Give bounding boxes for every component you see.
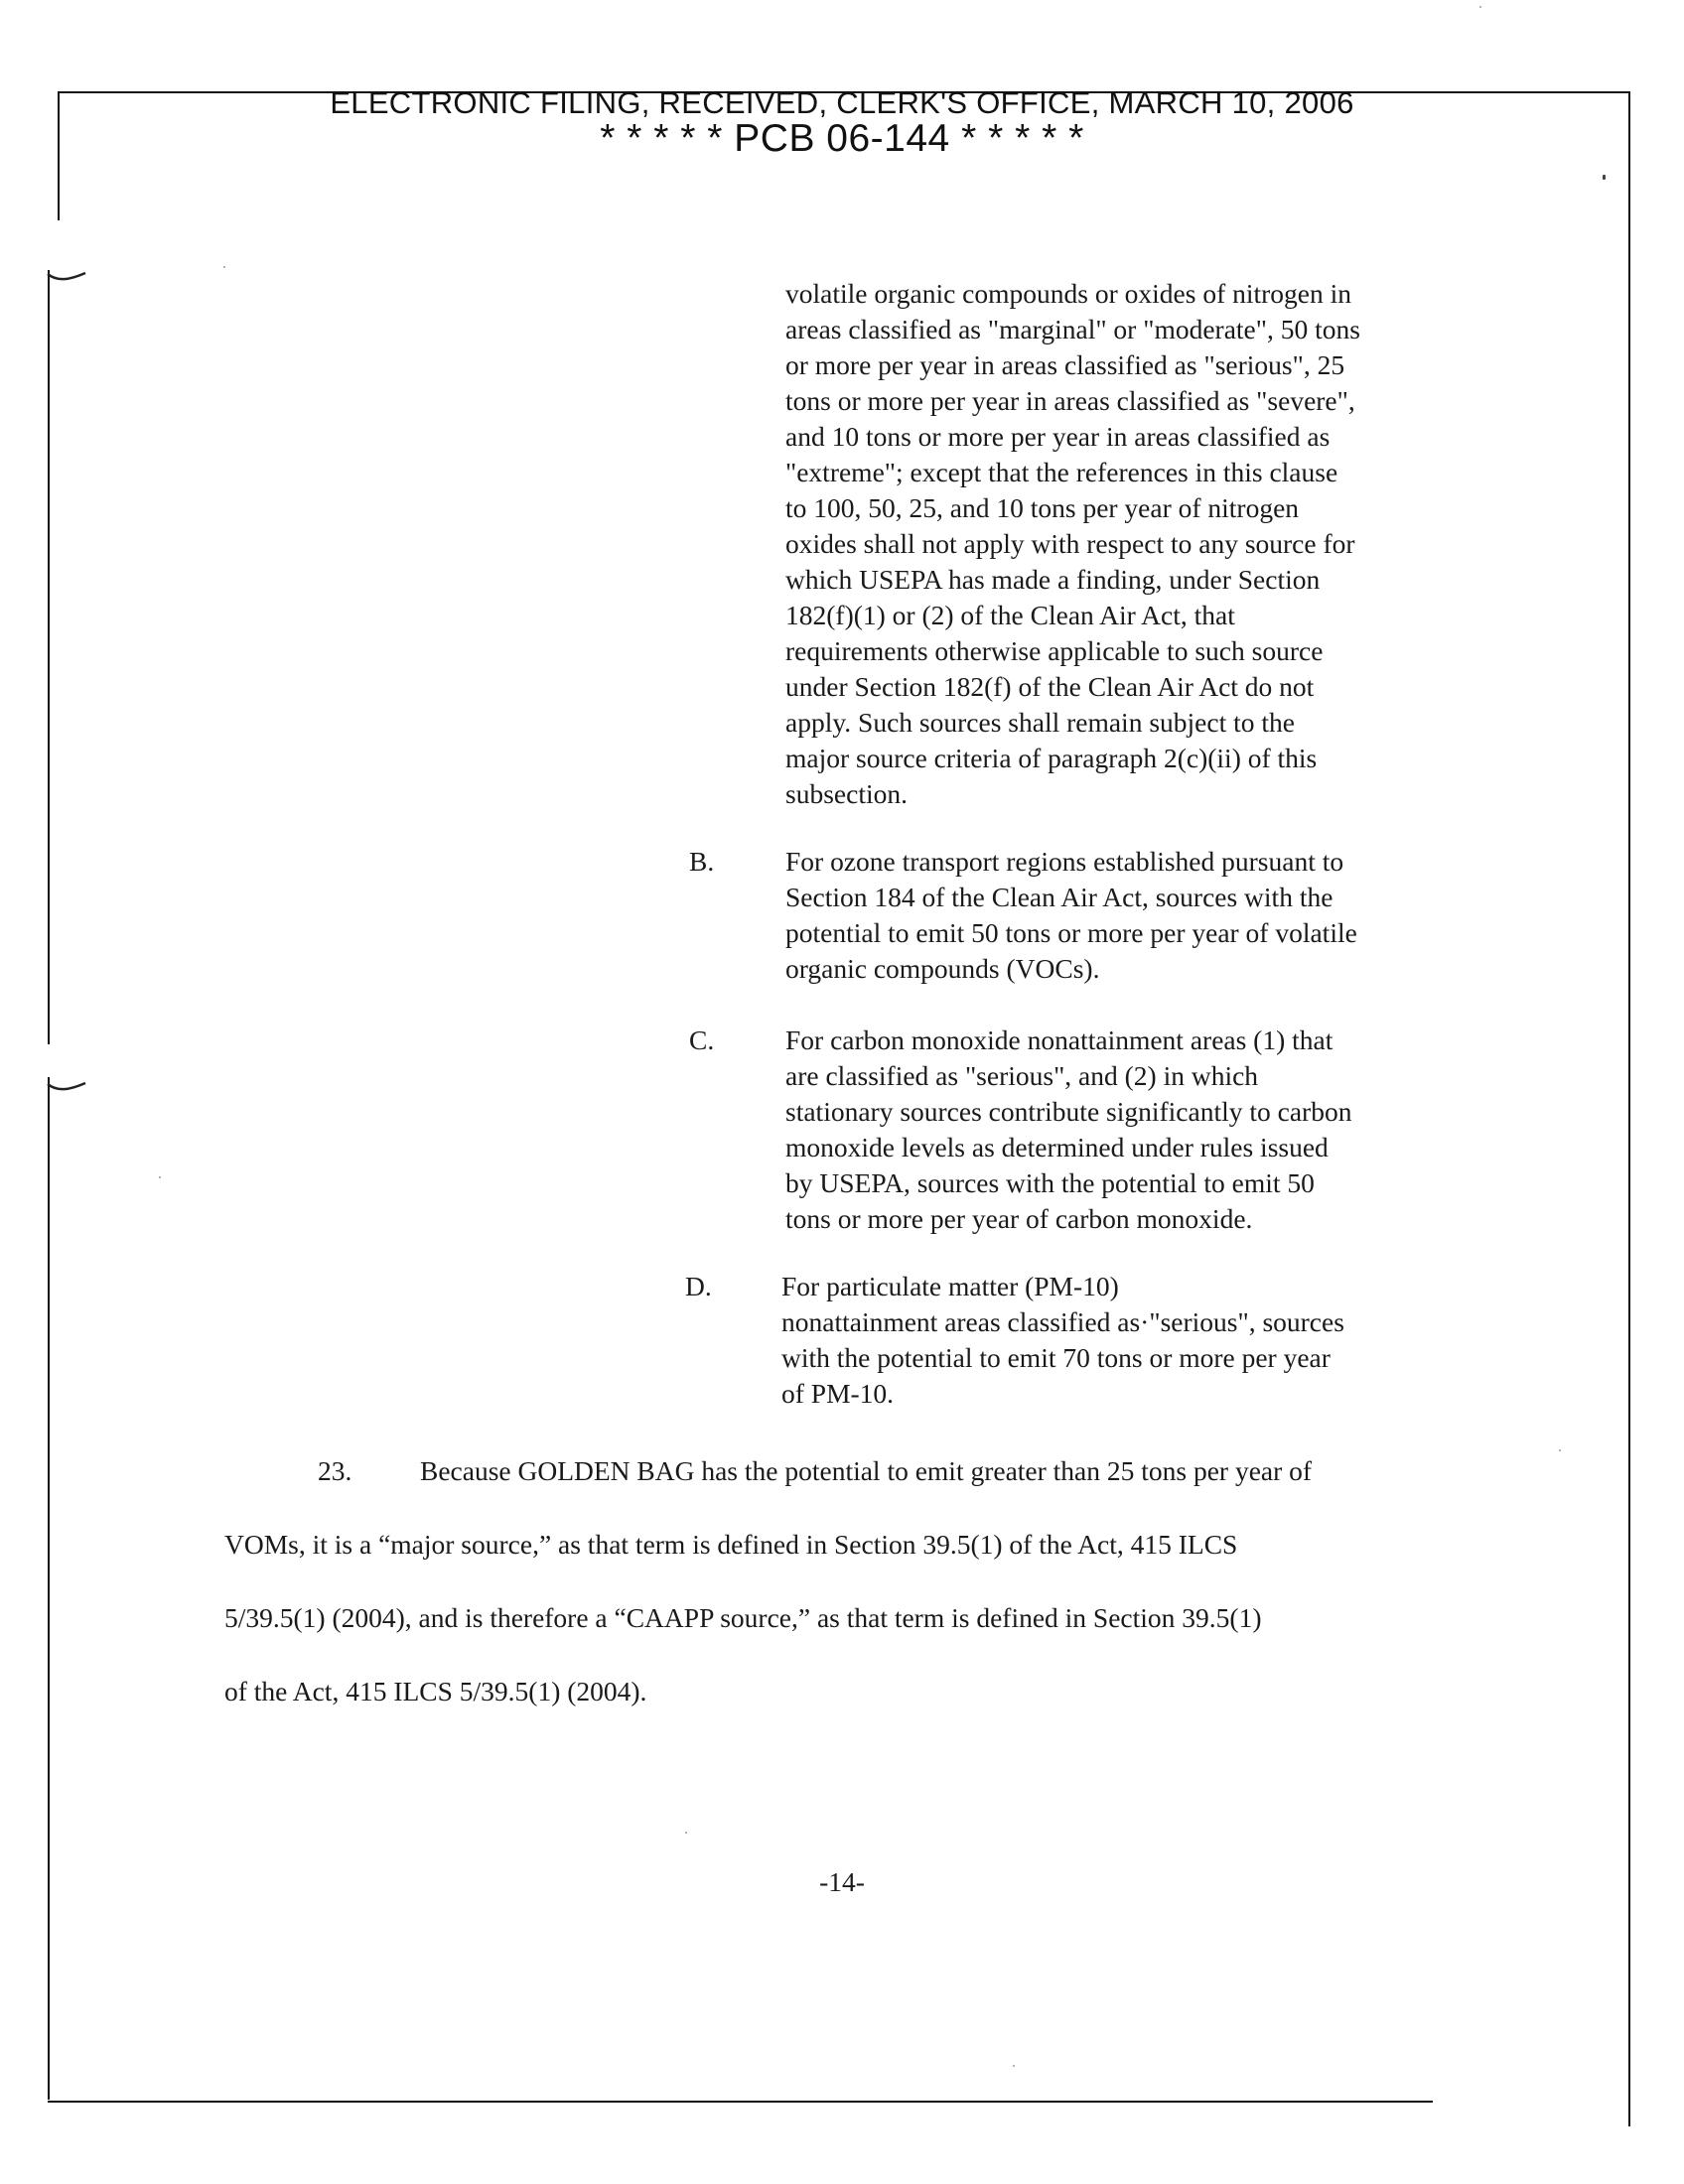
clause-letter-b: B.: [689, 846, 715, 877]
text-line: potential to emit 50 tons or more per year of volatile: [785, 917, 1357, 948]
scan-speck: [685, 1832, 687, 1834]
clause-b-text: [785, 844, 1357, 987]
paragraph-23-line: of the Act, 415 ILCS 5/39.5(1) (2004).: [224, 1676, 647, 1706]
text-line: monoxide levels as determined under rules issued: [785, 1132, 1329, 1162]
paragraph-23-line: VOMs, it is a “major source,” as that term is defined in Section 39.5(1) of the Act, 415 ILCS: [224, 1529, 1238, 1560]
text-line: 182(f)(1) or (2) of the Clean Air Act, that: [785, 600, 1235, 630]
frame-bottom-rule: [48, 2101, 1433, 2103]
clause-letter-c: C.: [689, 1024, 715, 1055]
text-line: requirements otherwise applicable to such source: [785, 635, 1324, 666]
paragraph-23-line: Because GOLDEN BAG has the potential to emit greater than 25 tons per year of: [420, 1455, 1313, 1486]
scan-speck: [1479, 6, 1481, 8]
text-line: oxides shall not apply with respect to any source for: [785, 528, 1355, 559]
frame-left-rule-lower: [48, 1077, 50, 2100]
text-line: apply. Such sources shall remain subject to the: [785, 707, 1295, 738]
binder-mark-upper: [36, 260, 95, 290]
page-number: -14-: [819, 1866, 865, 1897]
text-line: by USEPA, sources with the potential to emit 50: [785, 1167, 1315, 1198]
text-line: stationary sources contribute significantly to carbon: [785, 1096, 1352, 1127]
text-line: Section 184 of the Clean Air Act, sources with the: [785, 882, 1333, 912]
text-line: tons or more per year in areas classified as "severe",: [785, 385, 1355, 416]
text-line: For particulate matter (PM-10): [781, 1271, 1119, 1301]
scan-speck: [223, 266, 225, 268]
scan-speck: [1013, 2065, 1015, 2067]
binder-mark-lower: [36, 1070, 95, 1100]
scan-speck: [159, 1176, 161, 1178]
text-line: or more per year in areas classified as "serious", 25: [785, 349, 1345, 380]
frame-left-rule-middle: [48, 270, 50, 1044]
text-line: nonattainment areas classified as·"serious", sources: [781, 1306, 1344, 1337]
text-line: and 10 tons or more per year in areas classified as: [785, 421, 1331, 452]
text-line: "extreme"; except that the references in this clause: [785, 457, 1338, 487]
clause-c-text: [785, 1023, 1351, 1237]
text-line: to 100, 50, 25, and 10 tons per year of nitrogen: [785, 492, 1300, 523]
clause-d-text: [781, 1269, 1344, 1412]
text-line: volatile organic compounds or oxides of nitrogen in: [785, 278, 1352, 309]
text-line: which USEPA has made a finding, under Section: [785, 564, 1321, 595]
text-line: under Section 182(f) of the Clean Air Act do not: [785, 671, 1315, 702]
text-line: For carbon monoxide nonattainment areas (1) that: [785, 1024, 1333, 1055]
text-line: tons or more per year of carbon monoxide.: [785, 1203, 1253, 1234]
text-line: are classified as "serious", and (2) in which: [785, 1060, 1259, 1091]
scan-speck: [1559, 1449, 1561, 1451]
text-line: areas classified as "marginal" or "moderate", 50 tons: [785, 314, 1360, 344]
text-line: For ozone transport regions established pursuant to: [785, 846, 1344, 877]
paragraph-23-number: 23.: [318, 1455, 352, 1486]
text-line: subsection.: [785, 778, 908, 809]
text-line: major source criteria of paragraph 2(c)(ii) of this: [785, 743, 1318, 773]
continued-clause-paragraph: [785, 276, 1360, 812]
filing-stamp-line: ELECTRONIC FILING, RECEIVED, CLERK'S OFFICE, MARCH 10, 2006: [330, 85, 1354, 120]
scan-speck: [1603, 175, 1606, 180]
text-line: with the potential to emit 70 tons or more per year: [781, 1342, 1331, 1373]
text-line: organic compounds (VOCs).: [785, 953, 1100, 984]
clause-letter-d: D.: [685, 1271, 712, 1301]
case-number-line: * * * * * PCB 06-144 * * * * *: [600, 117, 1084, 160]
paragraph-23-line: 5/39.5(1) (2004), and is therefore a “CAAPP source,” as that term is defined in Section 39.5(1): [224, 1602, 1262, 1633]
text-line: of PM-10.: [781, 1378, 895, 1409]
frame-right-rule: [1628, 91, 1630, 2126]
